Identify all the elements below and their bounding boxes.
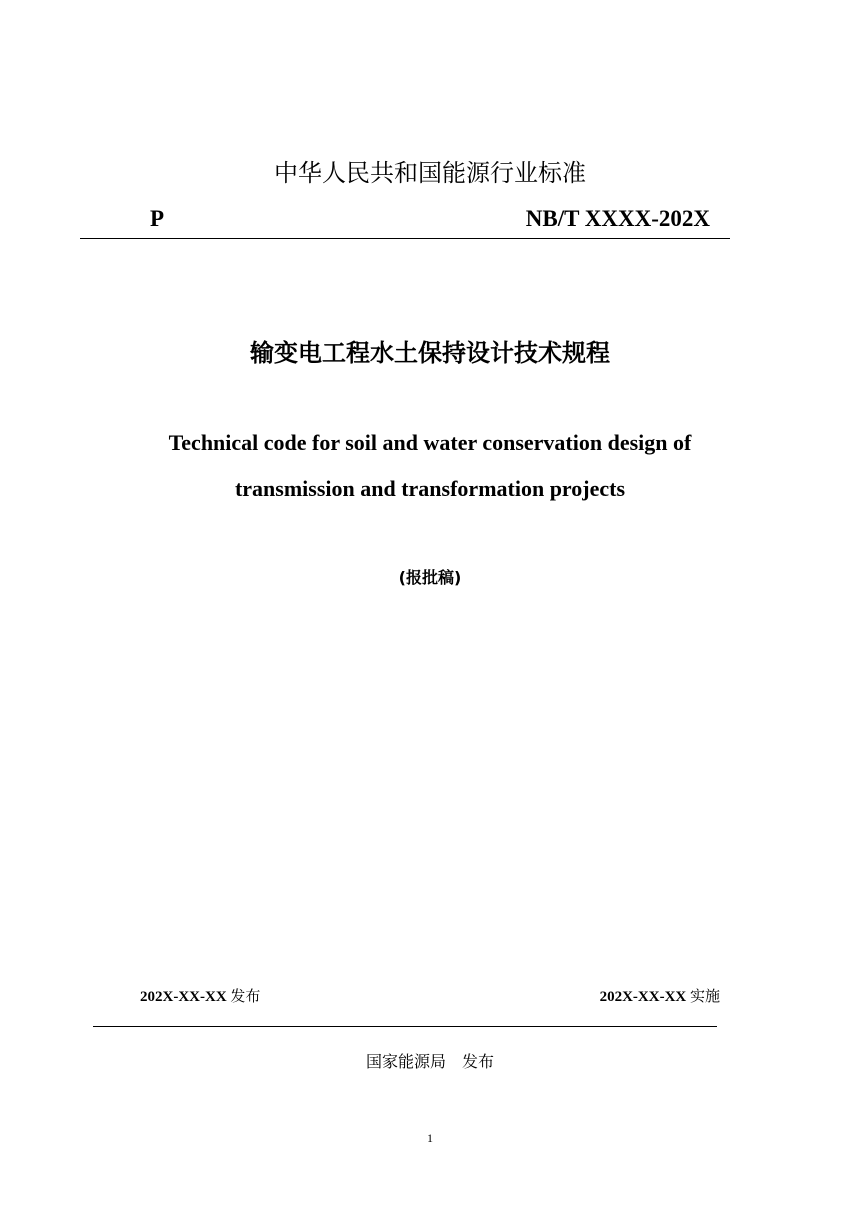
implementation-label: 实施 <box>689 987 720 1005</box>
release-label: 发布 <box>230 987 261 1005</box>
header-divider <box>80 238 730 239</box>
english-title-line-2: transmission and transformation projects <box>234 476 626 501</box>
english-title-line-1: Technical code for soil and water conservation design of <box>168 430 692 455</box>
classification-code: P <box>150 206 165 231</box>
footer-divider <box>93 1026 717 1027</box>
release-date-block <box>140 985 260 1008</box>
page-number: 1 <box>427 1131 433 1145</box>
draft-status: (报批稿) <box>398 568 462 587</box>
implementation-date-block <box>600 985 720 1008</box>
publisher: 国家能源局 发布 <box>365 1052 494 1071</box>
implementation-date: 202X-XX-XX <box>599 989 687 1005</box>
standard-number: NB/T XXXX-202X <box>525 206 710 231</box>
release-date: 202X-XX-XX <box>140 989 227 1005</box>
chinese-title: 输变电工程水土保持设计技术规程 <box>250 339 610 367</box>
issuer-header: 中华人民共和国能源行业标准 <box>274 159 586 187</box>
